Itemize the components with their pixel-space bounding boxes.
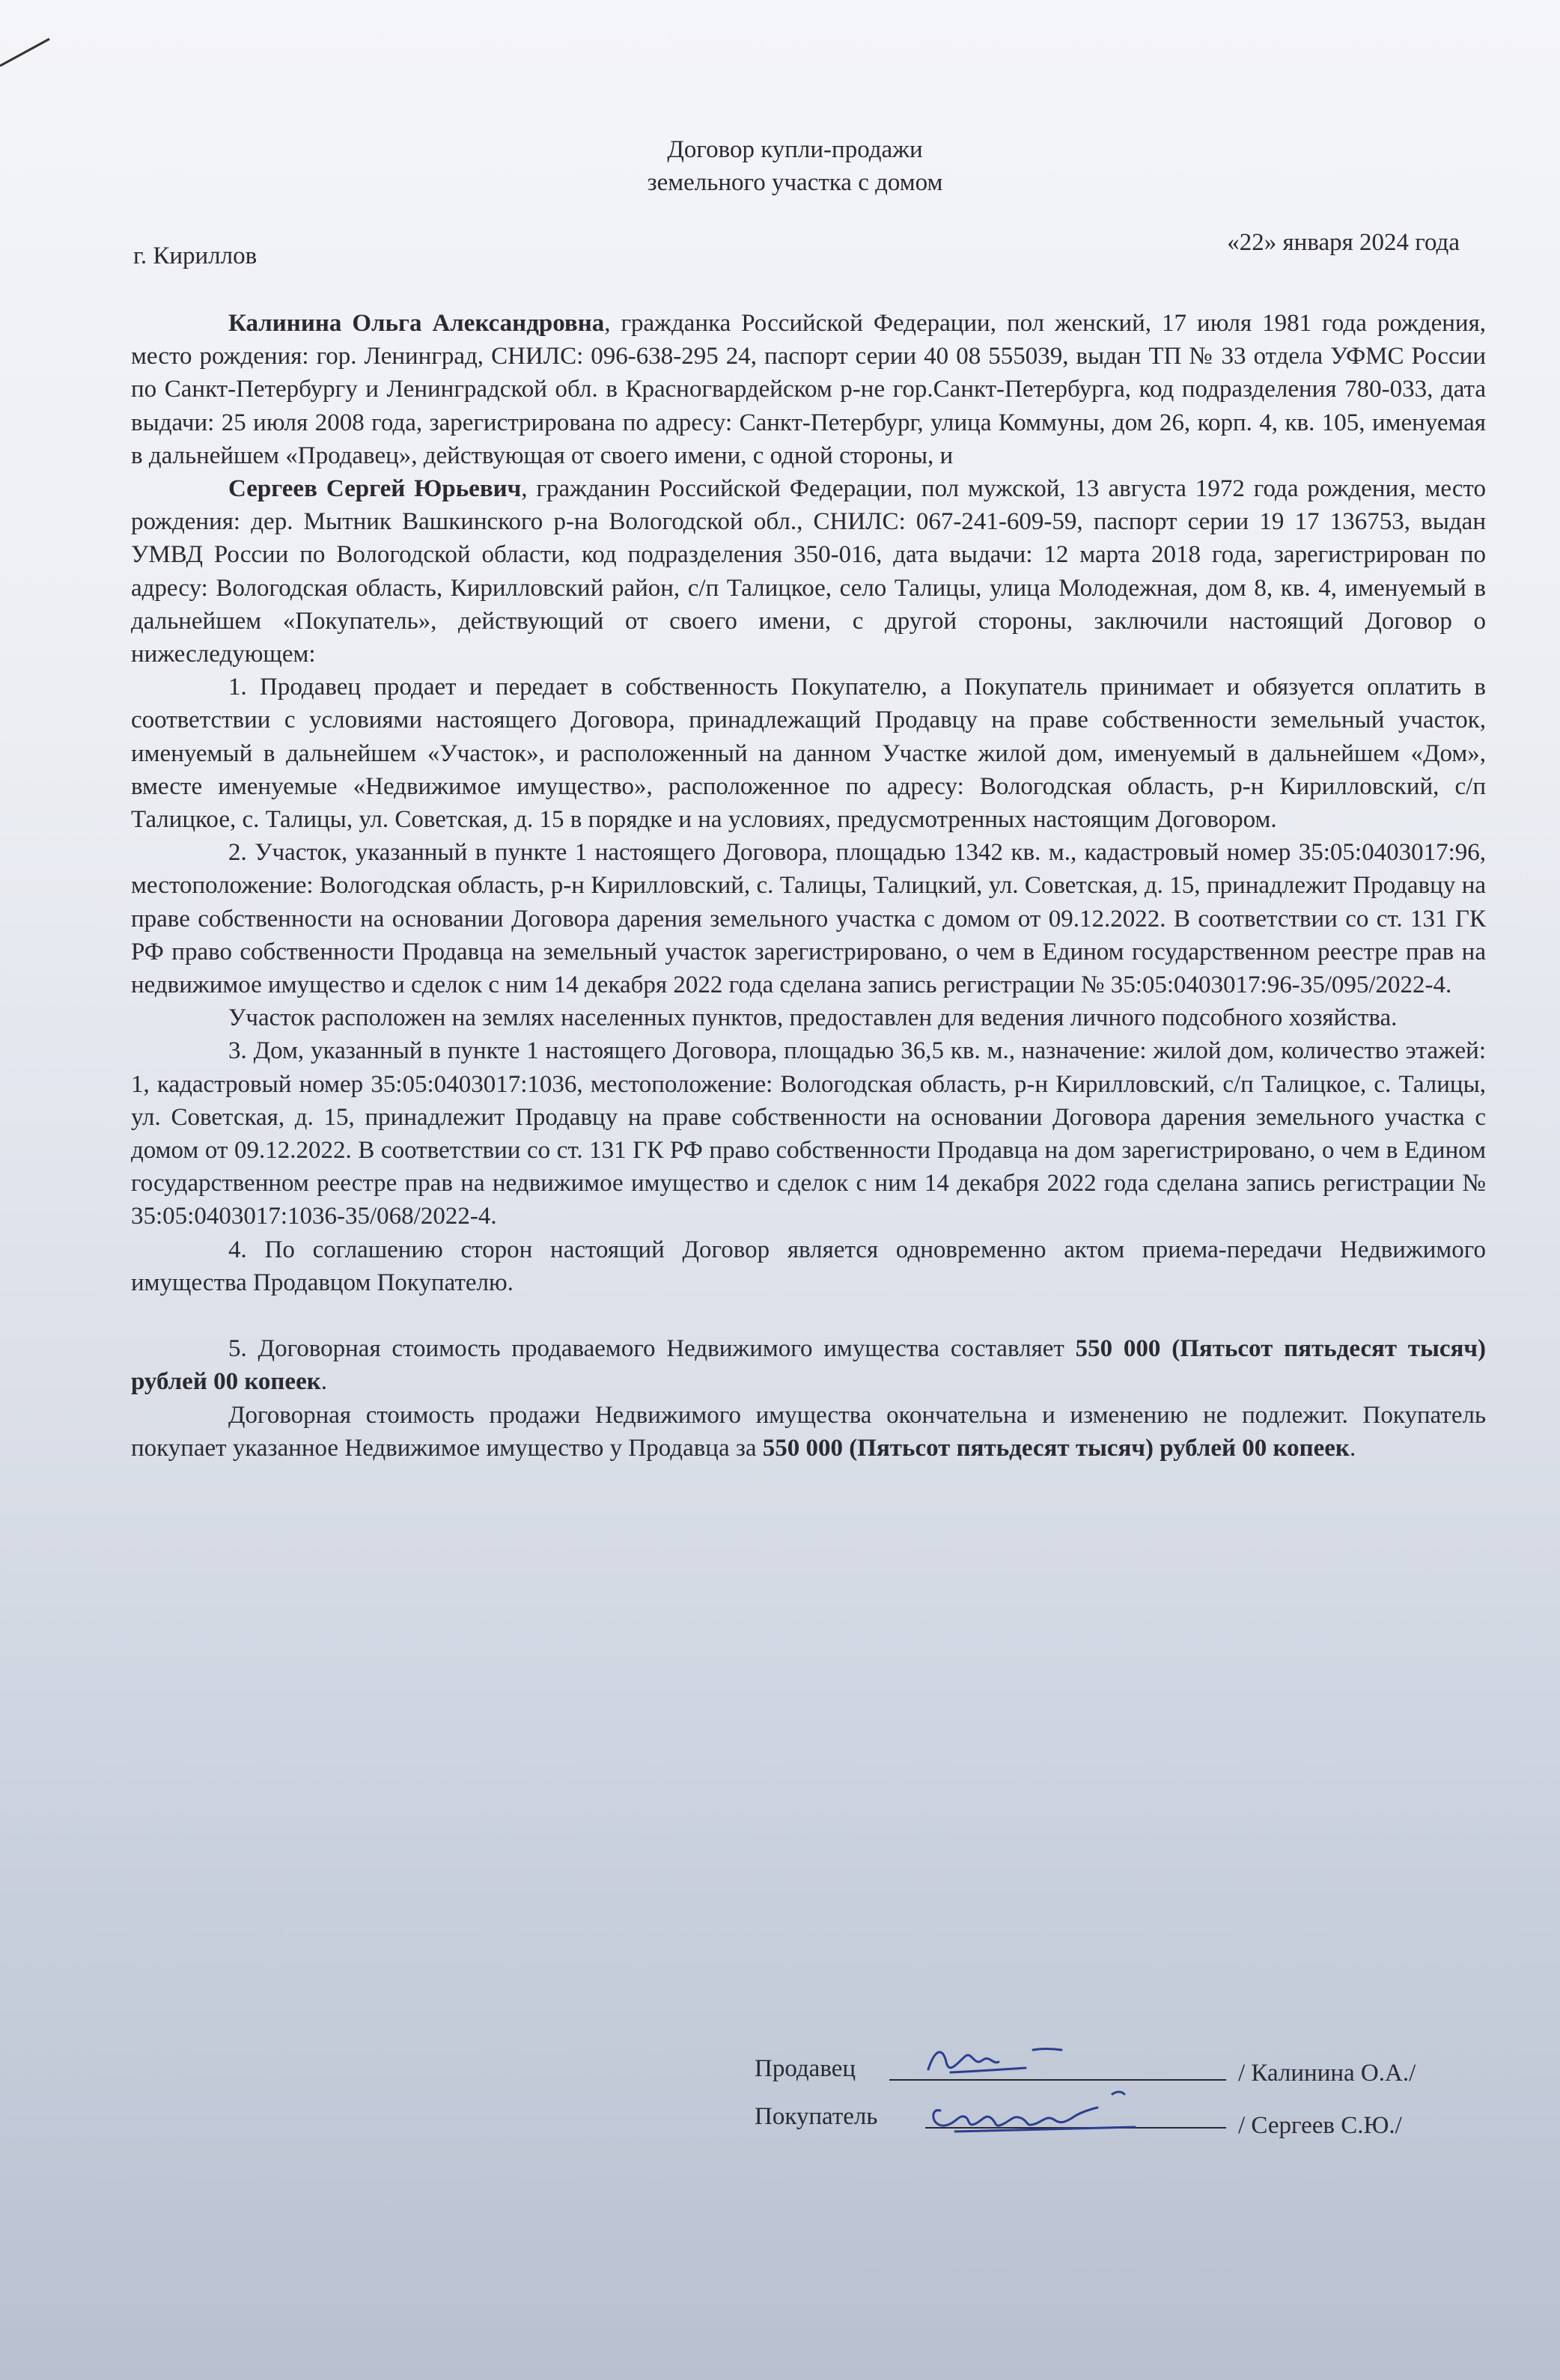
- seller-paragraph: [131, 307, 1486, 472]
- clause-5-final-price: 550 000 (Пятьсот пятьдесят тысяч) рублей 00 копеек: [762, 1434, 1350, 1462]
- buyer-signature: [925, 2081, 1150, 2141]
- clause-2: 2. Участок, указанный в пункте 1 настоящего Договора, площадью 1342 кв. м., кадастровый номер 35:05:0403017:96, местоположение: Вологодская область, р-н Кирилловский, с. Талицы, Талицкий, ул. Советская, д. 15, принадлежит Продавцу на праве собственности на основании Договора дарения земельного участка с домом от 09.12.2022. В соответствии со ст. 131 ГК РФ право собственности Продавца на земельный участок зарегистрировано, о чем в Едином государственном реестре прав на недвижимое имущество и сделок с ним 14 декабря 2022 года сделана запись регистрации № 35:05:0403017:96-35/095/2022-4.: [131, 839, 1486, 999]
- clause-5-price: 550 000 (Пятьсот пятьдесят тысяч) рублей 00 копеек: [131, 1335, 1486, 1396]
- document-title: [0, 133, 1560, 199]
- clause-1: 1. Продавец продает и передает в собственность Покупателю, а Покупатель принимает и обязуется оплатить в соответствии с условиями настоящего Договора, принадлежащий Продавцу на праве собственности земельный участок, именуемый в дальнейшем «Участок», и расположенный на данном Участке жилой дом, именуемый в дальнейшем «Дом», вместе именуемые «Недвижимое имущество», расположенное по адресу: Вологодская область, р-н Кирилловский, с/п Талицкое, с. Талицы, ул. Советская, д. 15 в порядке и на условиях, предусмотренных настоящим Договором.: [131, 674, 1486, 834]
- clause-5-dot: .: [320, 1368, 327, 1396]
- buyer-details: , гражданин Российской Федерации, пол мужской, 13 августа 1972 года рождения, место рождения: дер. Мытник Вашкинского р-на Вологодской обл., СНИЛС: 067-241-609-59, паспорт серии 19 17 136753, выдан УМВД России по Вологодской области, код подразделения 350-016, дата выдачи: 12 марта 2018 года, зарегистрирован по адресу: Вологодская область, Кирилловский район, с/п Талицкое, село Талицы, улица Молодежная, дом 8, кв. 4, именуемый в дальнейшем «Покупатель», действующий от своего имени, с другой стороны, заключили настоящий Договор о нижеследующем:: [131, 475, 1486, 668]
- buyer-signature-label: Покупатель: [755, 2103, 878, 2130]
- seller-name: Калинина Ольга Александровна: [228, 310, 605, 337]
- clause-5-final: [131, 1399, 1486, 1465]
- document-body: [131, 307, 1486, 1465]
- clause-5-text: 5. Договорная стоимость продаваемого Недвижимого имущества составляет: [228, 1335, 1076, 1363]
- document-date: «22» января 2024 года: [1227, 229, 1460, 256]
- buyer-name-sign: / Сергеев С.Ю./: [1238, 2112, 1402, 2139]
- title-line-2: земельного участка с домом: [647, 169, 943, 196]
- corner-mark: [0, 0, 67, 67]
- clause-2-land-use: Участок расположен на землях населенных пунктов, предоставлен для ведения личного подсобного хозяйства.: [228, 1004, 1398, 1032]
- buyer-name: Сергеев Сергей Юрьевич: [228, 475, 522, 503]
- spacer: [131, 1299, 1486, 1332]
- title-line-1: Договор купли-продажи: [667, 136, 923, 163]
- seller-details: , гражданка Российской Федерации, пол женский, 17 июля 1981 года рождения, место рождения: гор. Ленинград, СНИЛС: 096-638-295 24, паспорт серии 40 08 555039, выдан ТП № 33 отдела УФМС России по Санкт-Петербургу и Ленинградской обл. в Красногвардейском р-не гор.Санкт-Петербурга, код подразделения 780-033, дата выдачи: 25 июля 2008 года, зарегистрирована по адресу: Санкт-Петербург, улица Коммуны, дом 26, корп. 4, кв. 105, именуемая в дальнейшем «Продавец», действующая от своего имени, с одной стороны, и: [131, 310, 1487, 469]
- clause-5: [131, 1332, 1486, 1398]
- clause-5-final-dot: .: [1349, 1434, 1356, 1462]
- buyer-paragraph: [131, 472, 1486, 671]
- clause-4: 4. По соглашению сторон настоящий Договор является одновременно актом приема-передачи Недвижимого имущества Продавцом Покупателю.: [131, 1236, 1486, 1296]
- clause-3: 3. Дом, указанный в пункте 1 настоящего Договора, площадью 36,5 кв. м., назначение: жилой дом, количество этажей: 1, кадастровый номер 35:05:0403017:1036, местоположение: Вологодская область, р-н Кирилловский, с/п Талицкое, с. Талицы, ул. Советская, д. 15, принадлежит Продавцу на праве собственности на основании Договора дарения земельного участка с домом от 09.12.2022. В соответствии со ст. 131 ГК РФ право собственности Продавца на дом зарегистрировано, о чем в Едином государственном реестре прав на недвижимое имущество и сделок с ним 14 декабря 2022 года сделана запись регистрации № 35:05:0403017:1036-35/068/2022-4.: [131, 1037, 1486, 1230]
- city: г. Кириллов: [133, 242, 258, 269]
- seller-signature-label: Продавец: [755, 2055, 856, 2082]
- clause-5-final-text: Договорная стоимость продажи Недвижимого имущества окончательна и изменению не подлежит. Покупатель покупает указанное Недвижимое имущество у Продавца за: [131, 1401, 1486, 1462]
- seller-name-sign: / Калинина О.А./: [1238, 2060, 1416, 2087]
